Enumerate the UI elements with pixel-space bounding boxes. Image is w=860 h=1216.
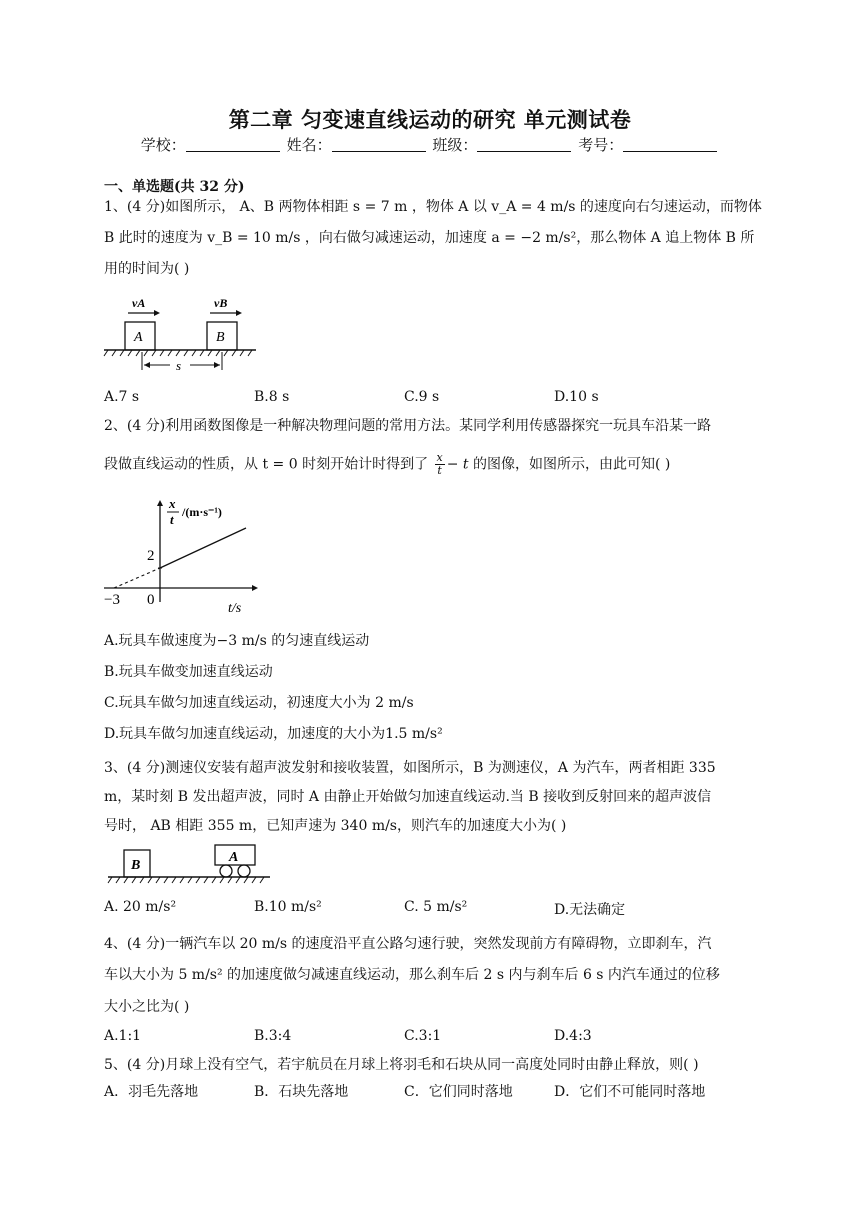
question-2-line-2	[104, 452, 670, 477]
q1-option-d[interactable]: D.10 s	[554, 389, 599, 405]
name-label: 姓名：	[286, 136, 332, 154]
number-blank[interactable]	[623, 137, 717, 152]
question-1-text: 1、(4 分)如图所示， A、B 两物体相距 s = 7 m ，物体 A 以 v_A = 4 m/s 的速度向右匀速运动，而物体 B 此时的速度为 v_B = 10 m/s ，向右做匀减速运动，加速度 a = −2 m/s²，那么物体 A 追上物体 B 所用的时间为( )	[104, 199, 762, 277]
question-2-line-1: 2、(4 分)利用函数图像是一种解决物理问题的常用方法。某同学利用传感器探究一玩具车沿某一路	[104, 418, 712, 434]
q2-option-c[interactable]: C.玩具车做匀加速直线运动，初速度大小为 2 m/s	[104, 695, 414, 711]
question-2-line-2a: 段做直线运动的性质，从 t = 0 时刻开始计时得到了	[104, 456, 429, 473]
class-label: 班级：	[432, 136, 478, 154]
q3-option-a[interactable]: A. 20 m/s²	[104, 899, 177, 915]
q1-label-b: B	[216, 330, 225, 345]
q2-fraction-rest: − t	[446, 456, 469, 473]
q2-x-axis-label: t/s	[228, 601, 242, 616]
q3-option-b[interactable]: B.10 m/s²	[254, 899, 322, 915]
question-3-line-3: 号时， AB 相距 355 m，已知声速为 340 m/s，则汽车的加速度大小为( )	[104, 818, 567, 834]
q2-fraction-den: t	[437, 464, 442, 477]
q5-option-d[interactable]: D．它们不可能同时落地	[554, 1084, 706, 1100]
q3-figure	[104, 840, 274, 886]
q2-origin-label: 0	[147, 592, 155, 608]
q2-y-label-unit: /(m·s⁻¹)	[182, 505, 222, 519]
q5-option-a[interactable]: A．羽毛先落地	[104, 1084, 199, 1100]
q1-label-a: A	[134, 330, 143, 345]
q2-fraction-num: x	[436, 451, 443, 464]
school-label: 学校：	[140, 136, 186, 154]
name-blank[interactable]	[332, 137, 426, 152]
question-4-line-2: 车以大小为 5 m/s² 的加速度做匀减速直线运动，那么刹车后 2 s 内与刹车后 6 s 内汽车通过的位移	[104, 967, 720, 983]
class-blank[interactable]	[477, 137, 571, 152]
q1-label-vb: vB	[214, 296, 228, 310]
q1-option-a[interactable]: A.7 s	[104, 389, 140, 405]
q2-y-label-den: t	[170, 512, 174, 527]
q2-option-d[interactable]: D.玩具车做匀加速直线运动，加速度的大小为1.5 m/s²	[104, 726, 443, 742]
q1-option-b[interactable]: B.8 s	[254, 389, 290, 405]
q2-dashed-extension	[114, 568, 160, 588]
section-heading: 一、单选题(共 32 分)	[104, 179, 245, 195]
q4-option-c[interactable]: C.3:1	[404, 1028, 442, 1044]
q2-x-axis-arrow	[252, 585, 258, 591]
number-label: 考号：	[578, 136, 624, 154]
q2-data-line	[160, 528, 246, 568]
student-info-line	[0, 134, 860, 155]
q1-arrowhead-vb	[236, 310, 242, 316]
q3-car-wheel-right	[238, 865, 250, 877]
q1-option-c[interactable]: C.9 s	[404, 389, 440, 405]
question-4-line-3: 大小之比为( )	[104, 999, 190, 1015]
q1-dim-arrow-left	[144, 362, 150, 368]
q2-y-label-num: x	[169, 496, 176, 511]
q5-option-c[interactable]: C．它们同时落地	[404, 1084, 513, 1100]
q1-label-va: vA	[132, 296, 146, 310]
q2-tick-label-neg3: −3	[104, 592, 120, 608]
q1-ground-hatch	[104, 350, 252, 356]
q2-fraction	[435, 452, 445, 477]
q3-car-wheel-left	[220, 865, 232, 877]
question-3-line-1: 3、(4 分)测速仪安装有超声波发射和接收装置，如图所示，B 为测速仪，A 为汽车，两者相距 335	[104, 760, 716, 776]
q1-label-s: s	[176, 358, 182, 372]
question-2-line-2b: 的图像，如图所示，由此可知( )	[473, 456, 671, 473]
q3-ground-hatch	[108, 877, 264, 883]
q4-option-b[interactable]: B.3:4	[254, 1028, 292, 1044]
q2-option-b[interactable]: B.玩具车做变加速直线运动	[104, 664, 273, 680]
question-3-line-2: m，某时刻 B 发出超声波，同时 A 由静止开始做匀加速直线运动.当 B 接收到反射回来的超声波信	[104, 789, 712, 805]
q5-option-b[interactable]: B．石块先落地	[254, 1084, 349, 1100]
question-4-line-1: 4、(4 分)一辆汽车以 20 m/s 的速度沿平直公路匀速行驶，突然发现前方有障碍物，立即刹车，汽	[104, 936, 712, 952]
page-title: 第二章 匀变速直线运动的研究 单元测试卷	[228, 107, 632, 132]
q3-option-d[interactable]: D.无法确定	[554, 902, 626, 918]
q3-label-a: A	[229, 850, 239, 865]
q4-option-d[interactable]: D.4:3	[554, 1028, 592, 1044]
question-5-line-1: 5、(4 分)月球上没有空气，若宇航员在月球上将羽毛和石块从同一高度处同时由静止释放，则( )	[104, 1057, 699, 1073]
q1-dim-arrow-right	[214, 362, 220, 368]
q2-y-axis-arrow	[157, 500, 163, 506]
q2-graph	[100, 492, 260, 616]
q3-label-b: B	[131, 858, 141, 873]
q1-arrowhead-va	[154, 310, 160, 316]
q4-option-a[interactable]: A.1:1	[104, 1028, 142, 1044]
q3-option-c[interactable]: C. 5 m/s²	[404, 899, 468, 915]
q2-tick-label-2: 2	[147, 548, 155, 564]
q1-figure	[100, 290, 260, 372]
q2-option-a[interactable]: A.玩具车做速度为−3 m/s 的匀速直线运动	[104, 633, 370, 649]
school-blank[interactable]	[186, 137, 280, 152]
